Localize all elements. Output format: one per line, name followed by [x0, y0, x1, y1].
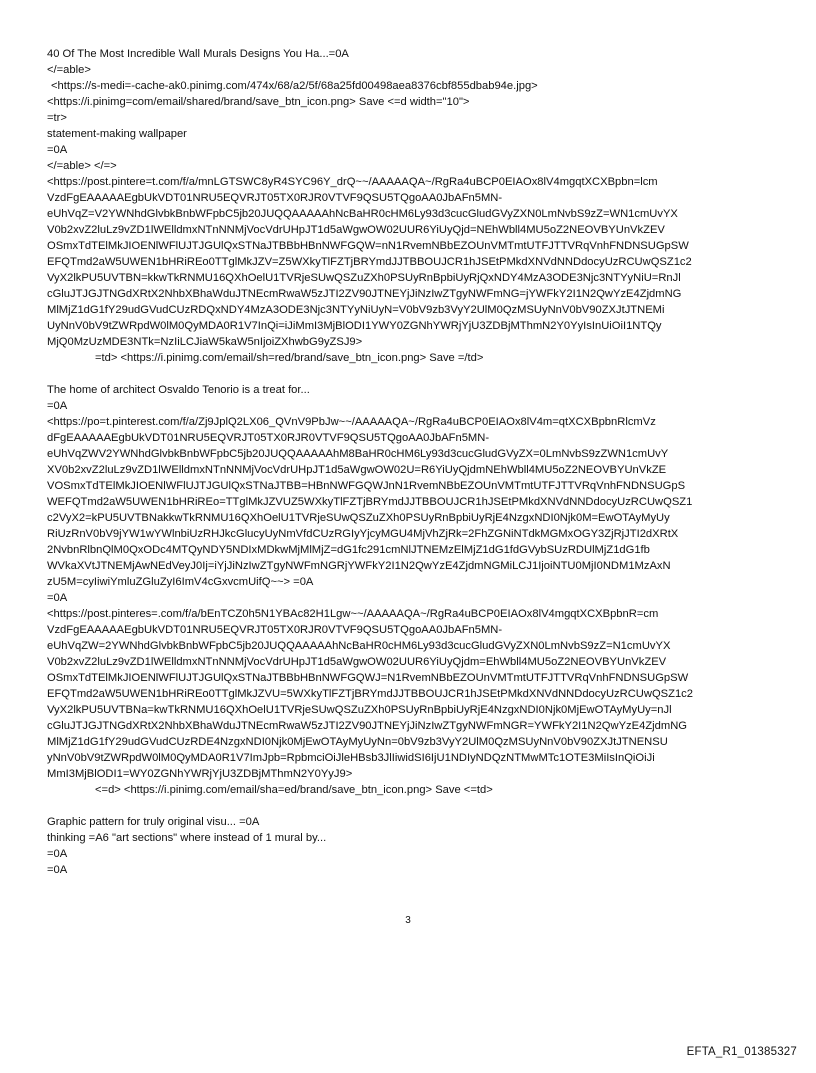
text-line: yNnV0bV9tZWRpdW0lM0QyMDA0R1V7ImJpb=RpbmciOiJleHBsb3JlIiwidSI6IjU1NDIyNDQzNTMwMTc1OTE3MiIsInQiOiJi — [47, 752, 655, 764]
email-body-text — [47, 46, 782, 878]
text-line: =0A — [47, 592, 68, 604]
text-line: UyNnV0bV9tZWRpdW0lM0QyMDA0R1V7InQi=iJiMmI3MjBlODI1YWY0ZGNhYWRjYjU3ZDBjMThmN2Y0YyIsInUiOiI1NTQy — [47, 320, 662, 332]
text-line: zU5M=cyIiwiYmluZGluZyI6ImV4cGxvcmUifQ~~> =0A — [47, 576, 314, 588]
text-line: statement-making wallpaper — [47, 128, 187, 140]
text-line: dFgEAAAAAEgbUkVDT01NRU5EQVRJT05TX0RJR0VTVF9QSU5TQgoAA0JbAFn5MN- — [47, 432, 490, 444]
text-line: MlMjZ1dG1fY29udGVudCUzRDE4NzgxNDI0Njk0MjEwOTAyMyUyNn=0bV9zb3VyY2UlM0QzMSUyNnV0bV90ZXJtJTNENSU — [47, 736, 668, 748]
text-line: MjQ0MzUzMDE3NTk=NzIiLCJiaW5kaW5nIjoiZXhwbG9yZSJ9> — [47, 336, 363, 348]
text-line: =0A — [47, 400, 68, 412]
text-line: WVkaXVtJTNEMjAwNEdVeyJ0Ij=iYjJiNzIwZTgyNWFmNGRjYWFkY2I1N2QwYzE4ZjdmNGMiLCJ1IjoiNTU0MjI0NDM1MzAxN — [47, 560, 671, 572]
text-line: =0A — [47, 864, 68, 876]
blank-line — [47, 366, 782, 382]
document-id: EFTA_R1_01385327 — [686, 1046, 797, 1058]
blank-line — [47, 798, 782, 814]
text-line: eUhVqZWV2YWNhdGlvbkBnbWFpbC5jb20JUQQAAAAAhM8BaHR0cHM6Ly93d3cucGludGVyZX=0LmNvbS9zZWN1cmUvY — [47, 448, 669, 460]
text-line: VOSmxTdTElMkJIOENlWFlUJTJGUlQxSTNaJTBB=HBnNWFGQWJnN1RvemNBbEZOUnVMTmtUTFJTTVRqVnhFNDNSUGpS — [47, 480, 686, 492]
text-line: </=able> </=> — [47, 160, 117, 172]
text-line: =0A — [47, 144, 68, 156]
text-line: <https://post.pinteres=.com/f/a/bEnTCZ0h5N1YBAc82H1Lgw~~/AAAAAQA~/RgRa4uBCP0EIAOx8lV4mgqtXCXBpbnR=cm — [47, 608, 659, 620]
text-line: V0b2xvZ2luLz9vZD1lWElldmxNTnNNMjVocVdrUHpJT1d5aWgwOW02UUR6YiUyQjdm=EhWbll4MU5oZ2NEOVBYUnVkZEV — [47, 656, 667, 668]
text-line: =0A — [47, 848, 68, 860]
text-line: VyX2lkPU5UVTBN=kkwTkRNMU16QXhOelU1TVRjeSUwQSZuZXh0PSUyRnBpbiUyRjQxNDY4MzA3ODE3Njc3NTYyNiU=RnJl — [47, 272, 681, 284]
text-line: eUhVqZ=V2YWNhdGlvbkBnbWFpbC5jb20JUQQAAAAAhNcBaHR0cHM6Ly93d3cucGludGVyZXN0LmNvbS9zZ=WN1cmUvYX — [47, 208, 678, 220]
text-line: OSmxTdTElMkJIOENlWFlUJTJGUlQxSTNaJTBBbHBnNWFGQWJ=N1RvemNBbEZOUnVMTmtUTFJTTVRqVnhFNDNSUGpSW — [47, 672, 689, 684]
text-line: RiUzRnV0bV9jYW1wYWlnbiUzRHJkcGlucyUyNmVfdCUzRGIyYjcyMGU4MjVhZjRk=2FhZGNiNTdkMGMxOGY3ZjRjJTI2dXRtX — [47, 528, 679, 540]
text-line: V0b2xvZ2luLz9vZD1lWElldmxNTnNNMjVocVdrUHpJT1d5aWgwOW02UUR6YiUyQjd=NEhWbll4MU5oZ2NEOVBYUnVkZEV — [47, 224, 665, 236]
text-line: </=able> — [47, 64, 91, 76]
text-line: EFQTmd2aW5UWEN1bHRiREo0TTglMkJZVU=5WXkyTlFZTjBRYmdJJTBBOUJCR1hJSEtPMkdXNVdNNDdocyUzRCUwQSZ1c2 — [47, 688, 693, 700]
text-line: =tr> — [47, 112, 67, 124]
text-line: MlMjZ1dG1fY29udGVudCUzRDQxNDY4MzA3ODE3Njc3NTYyNiUyN=V0bV9zb3VyY2UlM0QzMSUyNnV0bV90ZXJtJTNEMi — [47, 304, 665, 316]
text-line: <https://post.pintere=t.com/f/a/mnLGTSWC8yR4SYC96Y_drQ~~/AAAAAQA~/RgRa4uBCP0EIAOx8lV4mgqtXCXBpbn=lcm — [47, 176, 658, 188]
text-line: <=d> <https://i.pinimg.com/email/sha=ed/brand/save_btn_icon.png> Save <=td> — [95, 784, 493, 796]
text-line: cGluJTJGJTNGdXRtX2NhbXBhaWduJTNEcmRwaW5zJTI2ZV90JTNEYjJiNzIwZTgyNWFmNG=jYWFkY2I1N2QwYzE4ZjdmNG — [47, 288, 682, 300]
text-line: The home of architect Osvaldo Tenorio is a treat for... — [47, 384, 310, 396]
text-line: Graphic pattern for truly original visu... =0A — [47, 816, 260, 828]
text-line: =td> <https://i.pinimg.com/email/sh=red/brand/save_btn_icon.png> Save =/td> — [95, 352, 484, 364]
text-line: thinking =A6 "art sections" where instead of 1 mural by... — [47, 832, 327, 844]
text-line: <https://s-medi=-cache-ak0.pinimg.com/474x/68/a2/5f/68a25fd00498aea8376cbf855dbab94e.jpg> — [51, 80, 538, 92]
text-line: <https://i.pinimg=com/email/shared/brand/save_btn_icon.png> Save <=d width="10"> — [47, 96, 470, 108]
text-line: <https://po=t.pinterest.com/f/a/Zj9JplQ2LX06_QVnV9PbJw~~/AAAAAQA~/RgRa4uBCP0EIAOx8lV4m=qtXCXBpbnRlcmVz — [47, 416, 656, 428]
text-line: VzdFgEAAAAAEgbUkVDT01NRU5EQVRJT05TX0RJR0VTVF9QSU5TQgoAA0JbAFn5MN- — [47, 192, 503, 204]
text-line: OSmxTdTElMkJIOENlWFlUJTJGUlQxSTNaJTBBbHBnNWFGQW=nN1RvemNBbEZOUnVMTmtUTFJTTVRqVnhFNDNSUGpSW — [47, 240, 689, 252]
text-line: MmI3MjBlODI1=WY0ZGNhYWRjYjU3ZDBjMThmN2Y0YyJ9> — [47, 768, 353, 780]
text-line: eUhVqZW=2YWNhdGlvbkBnbWFpbC5jb20JUQQAAAAAhNcBaHR0cHM6Ly93d3cucGludGVyZXN0LmNvbS9zZ=N1cmUvYX — [47, 640, 671, 652]
text-line: c2VyX2=kPU5UVTBNakkwTkRNMU16QXhOelU1TVRjeSUwQSZuZXh0PSUyRnBpbiUyRjE4NzgxNDI0Njk0M=EwOTAyMyUy — [47, 512, 670, 524]
page-number: 3 — [405, 915, 411, 926]
text-line: XV0b2xvZ2luLz9vZD1lWElldmxNTnNNMjVocVdrUHpJT1d5aWgwOW02U=R6YiUyQjdmNEhWbll4MU5oZ2NEOVBYUnVkZE — [47, 464, 667, 476]
text-line: VyX2lkPU5UVTBNa=kwTkRNMU16QXhOelU1TVRjeSUwQSZuZXh0PSUyRnBpbiUyRjE4NzgxNDI0Njk0MjEwOTAyMyUy=nJl — [47, 704, 672, 716]
text-line: cGluJTJGJTNGdXRtX2NhbXBhaWduJTNEcmRwaW5zJTI2ZV90JTNEYjJiNzIwZTgyNWFmNGR=YWFkY2I1N2QwYzE4ZjdmNG — [47, 720, 687, 732]
text-line: 40 Of The Most Incredible Wall Murals Designs You Ha...=0A — [47, 48, 349, 60]
text-line: WEFQTmd2aW5UWEN1bHRiREo=TTglMkJZVUZ5WXkyTlFZTjBRYmdJJTBBOUJCR1hJSEtPMkdXNVdNNDdocyUzRCUwQSZ1 — [47, 496, 693, 508]
text-line: VzdFgEAAAAAEgbUkVDT01NRU5EQVRJT05TX0RJR0VTVF9QSU5TQgoAA0JbAFn5MN- — [47, 624, 503, 636]
text-line: EFQTmd2aW5UWEN1bHRiREo0TTglMkJZV=Z5WXkyTlFZTjBRYmdJJTBBOUJCR1hJSEtPMkdXNVdNNDdocyUzRCUwQSZ1c2 — [47, 256, 692, 268]
text-line: 2NvbnRlbnQlM0QxODc4MTQyNDY5NDIxMDkwMjMlMjZ=dG1fc291cmNlJTNEMzElMjZ1dG1fdGVybSUzRDUlMjZ1dG1fb — [47, 544, 650, 556]
